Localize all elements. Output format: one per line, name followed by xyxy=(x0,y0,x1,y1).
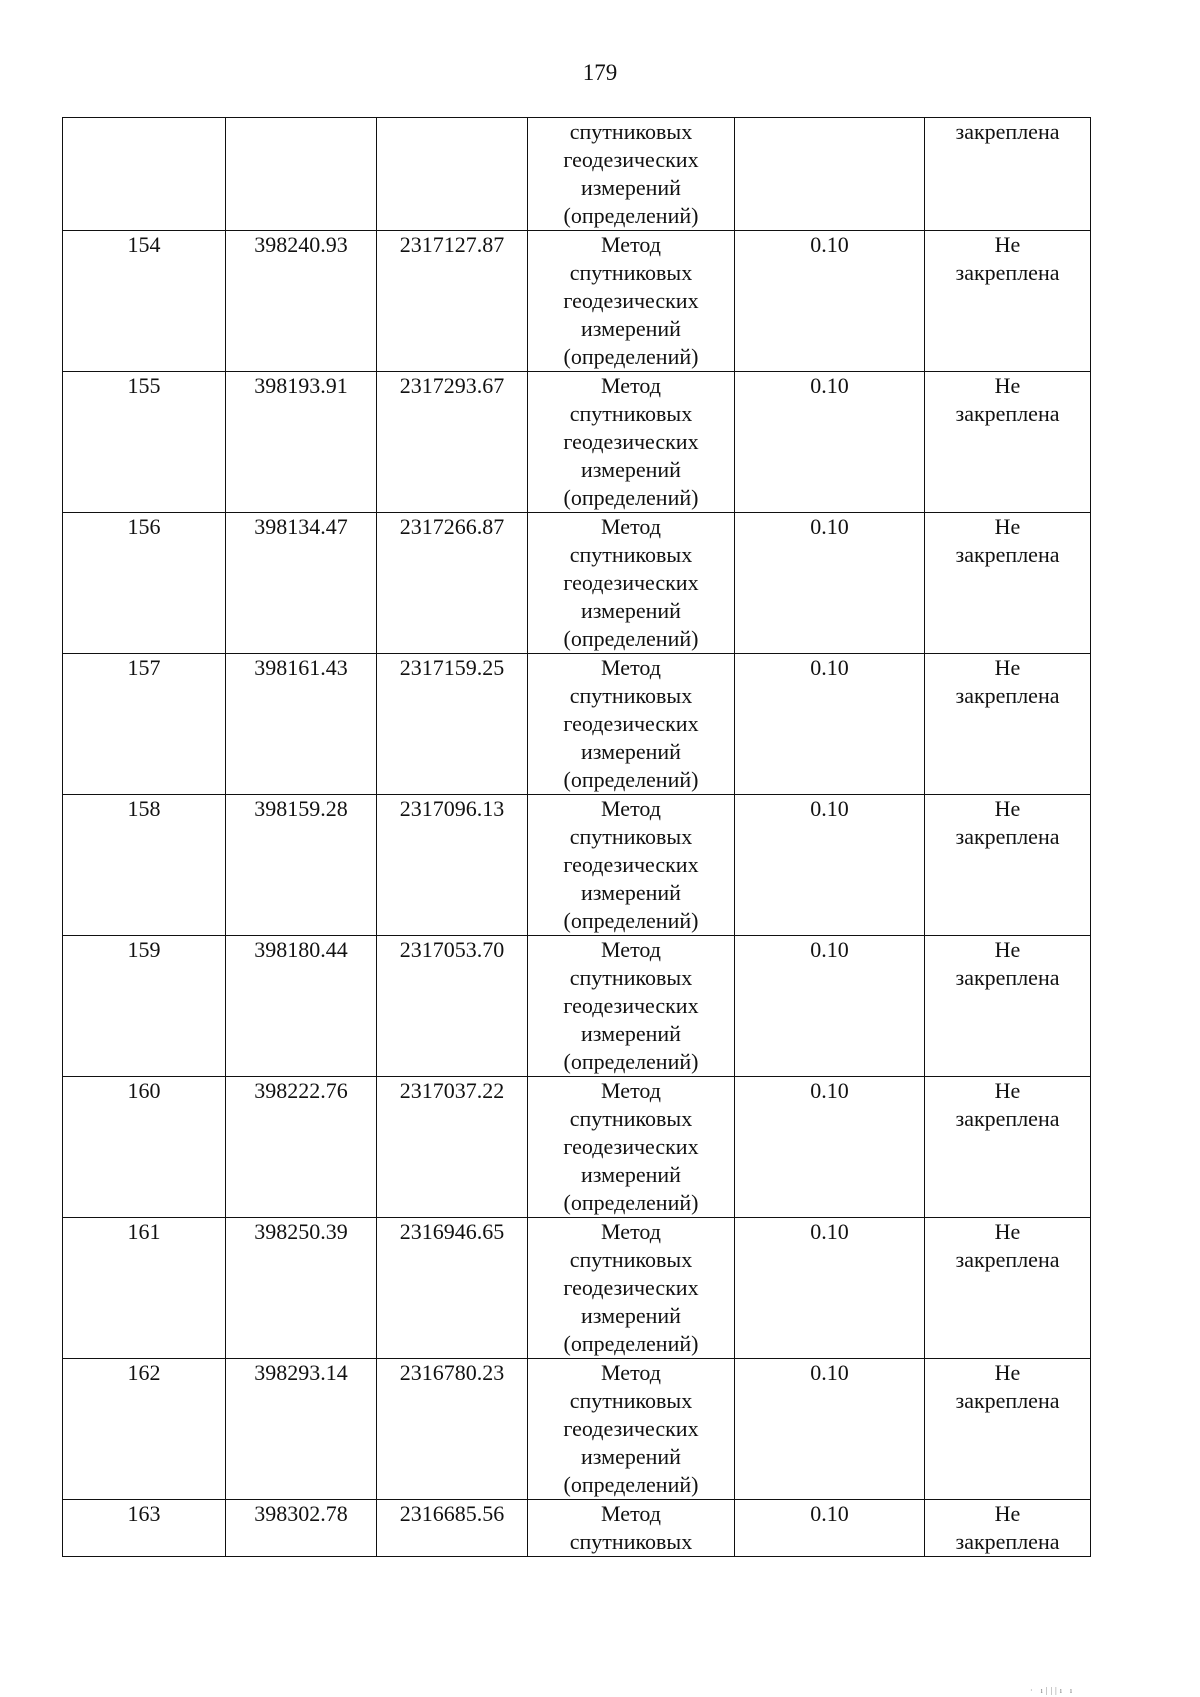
fixing-cell xyxy=(925,795,1091,936)
method-text: Метод спутниковых геодезических измерений (определений) xyxy=(563,1219,699,1356)
point-number-cell: 160 xyxy=(63,1077,226,1218)
x-coordinate-cell: 398302.78 xyxy=(226,1500,377,1557)
fixing-cell xyxy=(925,372,1091,513)
method-cell xyxy=(528,1500,735,1557)
x-coordinate-cell: 398159.28 xyxy=(226,795,377,936)
accuracy-cell: 0.10 xyxy=(735,372,925,513)
point-number-cell: 156 xyxy=(63,513,226,654)
table-row xyxy=(63,1218,1091,1359)
table-row xyxy=(63,1359,1091,1500)
fixing-cell xyxy=(925,936,1091,1077)
method-cell xyxy=(528,795,735,936)
point-number-cell: 162 xyxy=(63,1359,226,1500)
page-number: 179 xyxy=(582,60,618,85)
fixing-text: Не закреплена xyxy=(955,373,1060,426)
table-row xyxy=(63,231,1091,372)
fixing-text: Не закреплена xyxy=(955,1078,1060,1131)
fixing-text: Не закреплена xyxy=(955,1501,1060,1554)
x-coordinate-cell: 398293.14 xyxy=(226,1359,377,1500)
method-cell xyxy=(528,1218,735,1359)
method-text: Метод спутниковых геодезических измерений (определений) xyxy=(563,232,699,369)
method-cell xyxy=(528,1077,735,1218)
x-coordinate-cell: 398180.44 xyxy=(226,936,377,1077)
fixing-cell xyxy=(925,118,1091,231)
x-coordinate-cell: 398240.93 xyxy=(226,231,377,372)
accuracy-cell: 0.10 xyxy=(735,1359,925,1500)
point-number-cell: 157 xyxy=(63,654,226,795)
y-coordinate-cell: 2316685.56 xyxy=(377,1500,528,1557)
accuracy-cell xyxy=(735,118,925,231)
x-coordinate-cell: 398134.47 xyxy=(226,513,377,654)
x-coordinate-cell: 398193.91 xyxy=(226,372,377,513)
y-coordinate-cell: 2317293.67 xyxy=(377,372,528,513)
fixing-cell xyxy=(925,231,1091,372)
method-text: Метод спутниковых xyxy=(569,1501,693,1554)
y-coordinate-cell: 2317266.87 xyxy=(377,513,528,654)
fixing-cell xyxy=(925,1077,1091,1218)
method-text: Метод спутниковых геодезических измерений (определений) xyxy=(563,796,699,933)
table-row xyxy=(63,795,1091,936)
fixing-cell xyxy=(925,1500,1091,1557)
method-cell xyxy=(528,513,735,654)
method-cell xyxy=(528,231,735,372)
fixing-text: Не закреплена xyxy=(955,1219,1060,1272)
y-coordinate-cell: 2317096.13 xyxy=(377,795,528,936)
table-row xyxy=(63,372,1091,513)
point-number-cell: 161 xyxy=(63,1218,226,1359)
accuracy-cell: 0.10 xyxy=(735,1500,925,1557)
scan-mark: · ı|||ı ı xyxy=(1030,1686,1076,1695)
fixing-text: Не закреплена xyxy=(955,1360,1060,1413)
table-row xyxy=(63,654,1091,795)
x-coordinate-cell: 398250.39 xyxy=(226,1218,377,1359)
y-coordinate-cell: 2316780.23 xyxy=(377,1359,528,1500)
fixing-text: Не закреплена xyxy=(955,232,1060,285)
method-text: Метод спутниковых геодезических измерений (определений) xyxy=(563,1360,699,1497)
fixing-text: Не закреплена xyxy=(955,514,1060,567)
table-row xyxy=(63,936,1091,1077)
x-coordinate-cell: 398161.43 xyxy=(226,654,377,795)
accuracy-cell: 0.10 xyxy=(735,513,925,654)
fixing-text: Не закреплена xyxy=(955,655,1060,708)
method-text: Метод спутниковых геодезических измерений (определений) xyxy=(563,373,699,510)
table-row xyxy=(63,1077,1091,1218)
point-number-cell: 159 xyxy=(63,936,226,1077)
accuracy-cell: 0.10 xyxy=(735,1218,925,1359)
y-coordinate-cell: 2317037.22 xyxy=(377,1077,528,1218)
point-number-cell xyxy=(63,118,226,231)
x-coordinate-cell xyxy=(226,118,377,231)
method-text: Метод спутниковых геодезических измерений (определений) xyxy=(563,937,699,1074)
y-coordinate-cell: 2317159.25 xyxy=(377,654,528,795)
y-coordinate-cell: 2316946.65 xyxy=(377,1218,528,1359)
y-coordinate-cell xyxy=(377,118,528,231)
method-text: Метод спутниковых геодезических измерений (определений) xyxy=(563,1078,699,1215)
table-row xyxy=(63,513,1091,654)
fixing-text: закреплена xyxy=(955,119,1060,144)
point-number-cell: 155 xyxy=(63,372,226,513)
point-number-cell: 154 xyxy=(63,231,226,372)
method-text: Метод спутниковых геодезических измерений (определений) xyxy=(563,514,699,651)
fixing-cell xyxy=(925,1218,1091,1359)
fixing-text: Не закреплена xyxy=(955,937,1060,990)
table-row xyxy=(63,1500,1091,1557)
point-number-cell: 158 xyxy=(63,795,226,936)
method-cell xyxy=(528,654,735,795)
accuracy-cell: 0.10 xyxy=(735,1077,925,1218)
accuracy-cell: 0.10 xyxy=(735,795,925,936)
method-cell xyxy=(528,372,735,513)
method-text: спутниковых геодезических измерений (определений) xyxy=(563,119,699,228)
x-coordinate-cell: 398222.76 xyxy=(226,1077,377,1218)
method-cell xyxy=(528,936,735,1077)
fixing-text: Не закреплена xyxy=(955,796,1060,849)
y-coordinate-cell: 2317127.87 xyxy=(377,231,528,372)
coordinates-table xyxy=(62,117,1091,1557)
accuracy-cell: 0.10 xyxy=(735,936,925,1077)
fixing-cell xyxy=(925,1359,1091,1500)
fixing-cell xyxy=(925,654,1091,795)
point-number-cell: 163 xyxy=(63,1500,226,1557)
method-text: Метод спутниковых геодезических измерений (определений) xyxy=(563,655,699,792)
accuracy-cell: 0.10 xyxy=(735,654,925,795)
table-row xyxy=(63,118,1091,231)
fixing-cell xyxy=(925,513,1091,654)
method-cell xyxy=(528,1359,735,1500)
accuracy-cell: 0.10 xyxy=(735,231,925,372)
y-coordinate-cell: 2317053.70 xyxy=(377,936,528,1077)
method-cell xyxy=(528,118,735,231)
